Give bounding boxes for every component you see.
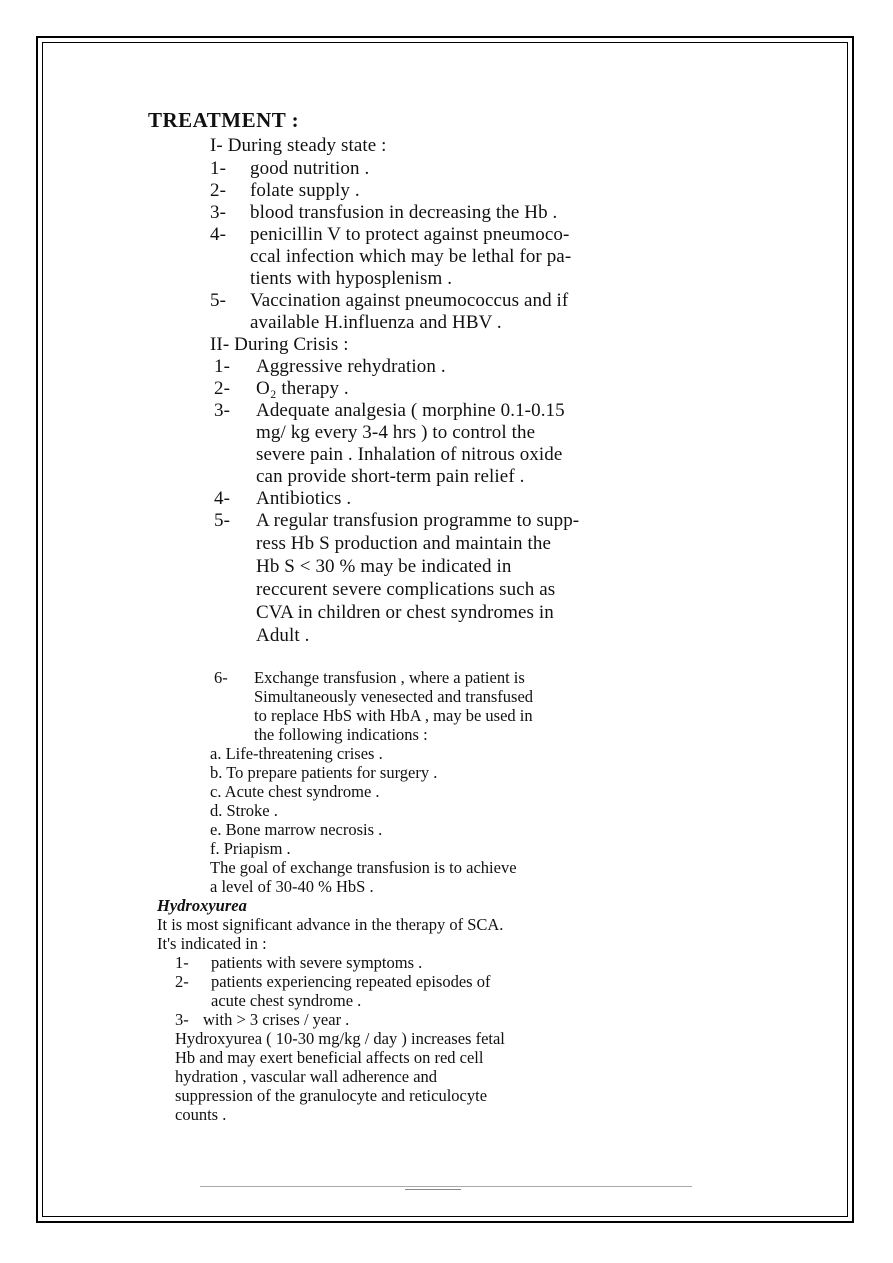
- crisis-item-5-text: ress Hb S production and maintain the: [256, 533, 551, 554]
- crisis-item-5-text: Adult .: [256, 625, 310, 646]
- steady-item-1-text: good nutrition .: [250, 158, 370, 179]
- steady-item-4-text: tients with hyposplenism .: [250, 268, 453, 289]
- steady-item-4-text: penicillin V to protect against pneumoco-: [250, 224, 570, 245]
- crisis-item-3-text: mg/ kg every 3-4 hrs ) to control the: [256, 422, 536, 443]
- footer-divider: [200, 1186, 692, 1187]
- hydroxyurea-summary: Hydroxyurea ( 10-30 mg/kg / day ) increases fetal: [175, 1029, 505, 1048]
- crisis-item-3-text: can provide short-term pain relief .: [256, 466, 525, 487]
- hydroxyurea-item-3-num: 3-: [175, 1010, 189, 1029]
- hydroxyurea-item-3-text: with > 3 crises / year .: [203, 1010, 350, 1029]
- hydroxyurea-item-2-num: 2-: [175, 972, 189, 991]
- crisis-item-1-text: Aggressive rehydration .: [256, 356, 446, 377]
- crisis-item-2-text: O₂ therapy .: [256, 378, 349, 399]
- hydroxyurea-item-2-text: patients experiencing repeated episodes of: [211, 972, 491, 991]
- steady-state-heading: I- During steady state :: [210, 135, 387, 156]
- hydroxyurea-summary: counts .: [175, 1105, 227, 1124]
- steady-item-3-num: 3-: [210, 202, 227, 223]
- hydroxyurea-intro: It's indicated in :: [157, 934, 267, 953]
- crisis-item-3-num: 3-: [214, 400, 231, 421]
- exchange-text: to replace HbS with HbA , may be used in: [254, 706, 533, 725]
- crisis-item-5-text: CVA in children or chest syndromes in: [256, 602, 554, 623]
- steady-item-5-text: available H.influenza and HBV .: [250, 312, 502, 333]
- indication-item: a. Life-threatening crises .: [210, 744, 383, 763]
- exchange-text: Simultaneously venesected and transfused: [254, 687, 534, 706]
- hydroxyurea-item-1-text: patients with severe symptoms .: [211, 953, 423, 972]
- crisis-item-4-num: 4-: [214, 488, 231, 509]
- steady-item-1-num: 1-: [210, 158, 227, 179]
- indication-item: f. Priapism .: [210, 839, 291, 858]
- steady-item-2-num: 2-: [210, 180, 227, 201]
- footer-divider-accent: [405, 1189, 461, 1190]
- steady-item-5-num: 5-: [210, 290, 227, 311]
- steady-item-5-text: Vaccination against pneumococcus and if: [250, 290, 569, 311]
- indication-item: e. Bone marrow necrosis .: [210, 820, 383, 839]
- crisis-item-3-text: Adequate analgesia ( morphine 0.1-0.15: [256, 400, 565, 421]
- steady-item-3-text: blood transfusion in decreasing the Hb .: [250, 202, 558, 223]
- hydroxyurea-summary: suppression of the granulocyte and reticulocyte: [175, 1086, 488, 1105]
- crisis-item-1-num: 1-: [214, 356, 231, 377]
- crisis-item-4-text: Antibiotics .: [256, 488, 352, 509]
- section-title: TREATMENT :: [148, 108, 300, 132]
- hydroxyurea-item-2-text: acute chest syndrome .: [211, 991, 362, 1010]
- steady-item-2-text: folate supply .: [250, 180, 360, 201]
- hydroxyurea-intro: It is most significant advance in the therapy of SCA.: [157, 915, 504, 934]
- steady-item-4-num: 4-: [210, 224, 227, 245]
- crisis-item-5-text: reccurent severe complications such as: [256, 579, 556, 600]
- crisis-heading: II- During Crisis :: [210, 334, 349, 355]
- crisis-item-2-num: 2-: [214, 378, 231, 399]
- exchange-num: 6-: [214, 668, 228, 687]
- crisis-item-5-num: 5-: [214, 510, 231, 531]
- exchange-text: the following indications :: [254, 725, 428, 744]
- hydroxyurea-heading: Hydroxyurea: [157, 896, 247, 915]
- exchange-goal: a level of 30-40 % HbS .: [210, 877, 374, 896]
- exchange-goal: The goal of exchange transfusion is to achieve: [210, 858, 517, 877]
- crisis-item-5-text: Hb S < 30 % may be indicated in: [256, 556, 512, 577]
- indication-item: b. To prepare patients for surgery .: [210, 763, 438, 782]
- indication-item: d. Stroke .: [210, 801, 278, 820]
- crisis-item-3-text: severe pain . Inhalation of nitrous oxide: [256, 444, 563, 465]
- steady-item-4-text: ccal infection which may be lethal for pa-: [250, 246, 572, 267]
- hydroxyurea-summary: Hb and may exert beneficial affects on red cell: [175, 1048, 484, 1067]
- exchange-text: Exchange transfusion , where a patient is: [254, 668, 525, 687]
- crisis-item-5-text: A regular transfusion programme to supp-: [256, 510, 580, 531]
- hydroxyurea-summary: hydration , vascular wall adherence and: [175, 1067, 438, 1086]
- hydroxyurea-item-1-num: 1-: [175, 953, 189, 972]
- indication-item: c. Acute chest syndrome .: [210, 782, 380, 801]
